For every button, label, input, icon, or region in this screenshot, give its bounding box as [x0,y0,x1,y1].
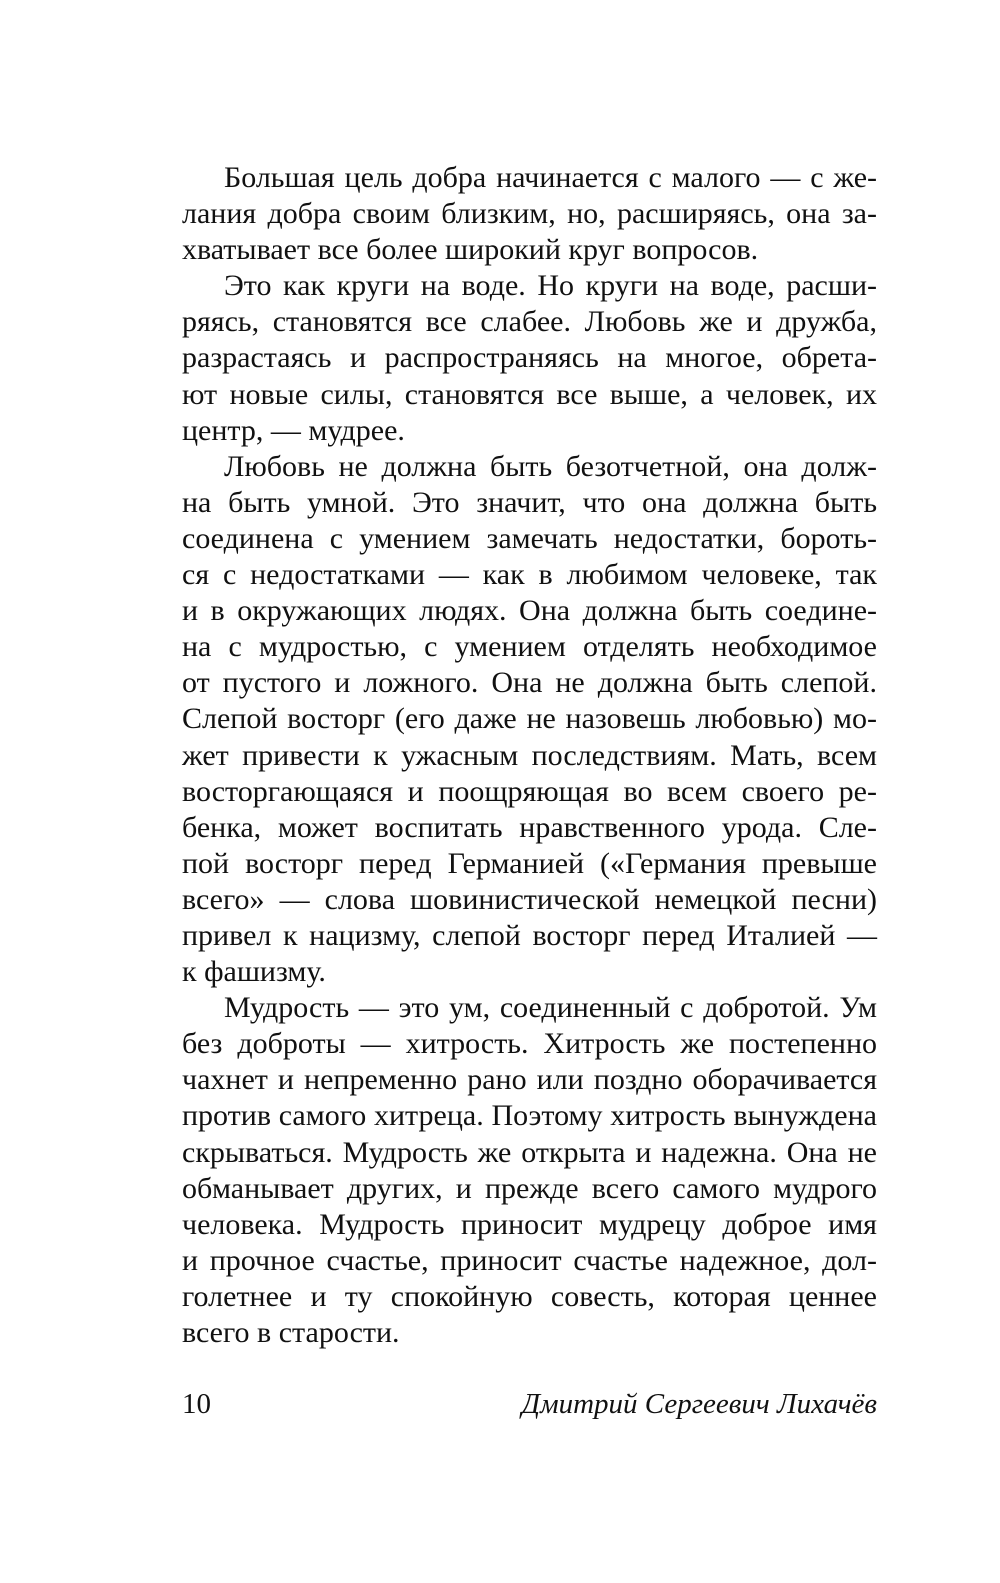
paragraph [182,268,877,448]
text-line: разрастаясь и распространяясь на многое, обрета- [182,341,877,375]
text-line: чахнет и непременно рано или поздно оборачивается [182,1063,877,1097]
paragraph [182,160,877,268]
text-line: человека. Мудрость приносит мудрецу доброе имя [182,1207,877,1241]
text-line: привел к нацизму, слепой восторг перед Италией — [182,918,877,952]
text-line: без доброты — хитрость. Хитрость же постепенно [182,1027,877,1061]
text-line: пой восторг перед Германией («Германия превыше [182,846,877,880]
text-line: центр, — мудрее. [182,413,405,447]
text-line: Любовь не должна быть безотчетной, она долж- [224,449,877,483]
text-line: всего в старости. [182,1316,400,1349]
body-text [182,160,877,1351]
text-line: соединена с умением замечать недостатки, бороть- [182,521,877,555]
paragraph [182,990,877,1351]
text-line: жет привести к ужасным последствиям. Мать, всем [182,738,877,772]
text-line: бенка, может воспитать нравственного урода. Сле- [182,810,877,844]
page-number: 10 [182,1388,211,1420]
text-line: голетнее и ту спокойную совесть, которая ценнее [182,1279,877,1313]
text-line: ют новые силы, становятся все выше, а человек, их [182,377,877,411]
text-line: на быть умной. Это значит, что она должна быть [182,485,877,519]
text-line: Это как круги на воде. Но круги на воде, расши- [224,269,877,303]
text-line: ряясь, становятся все слабее. Любовь же и дружба, [182,305,877,339]
text-line: хватывает все более широкий круг вопросов. [182,233,759,267]
text-line: лания добра своим близким, но, расширяясь, она за- [182,197,877,231]
text-line: Слепой восторг (его даже не назовешь любовью) мо- [182,702,877,736]
text-line: восторгающаяся и поощряющая во всем своего ре- [182,774,877,808]
page-footer [182,1386,877,1422]
paragraph [182,449,877,990]
author-running-footer: Дмитрий Сергеевич Лихачёв [521,1388,877,1420]
text-line: ся с недостатками — как в любимом человеке, так [182,558,877,592]
text-line: и прочное счастье, приносит счастье надежное, дол- [182,1243,877,1277]
text-line: всего» — слова шовинистической немецкой песни) [182,882,877,916]
text-line: обманывает других, и прежде всего самого мудрого [182,1171,877,1205]
text-line: Мудрость — это ум, соединенный с добротой. Ум [224,991,877,1025]
text-line: против самого хитреца. Поэтому хитрость вынуждена [182,1099,877,1133]
text-line: Большая цель добра начинается с малого — с же- [224,161,877,194]
text-line: и в окружающих людях. Она должна быть соедине- [182,594,877,628]
text-line: от пустого и ложного. Она не должна быть слепой. [182,666,877,700]
text-line: на с мудростью, с умением отделять необходимое [182,630,877,664]
text-line: к фашизму. [182,955,326,989]
text-line: скрываться. Мудрость же открыта и надежна. Она не [182,1135,877,1169]
